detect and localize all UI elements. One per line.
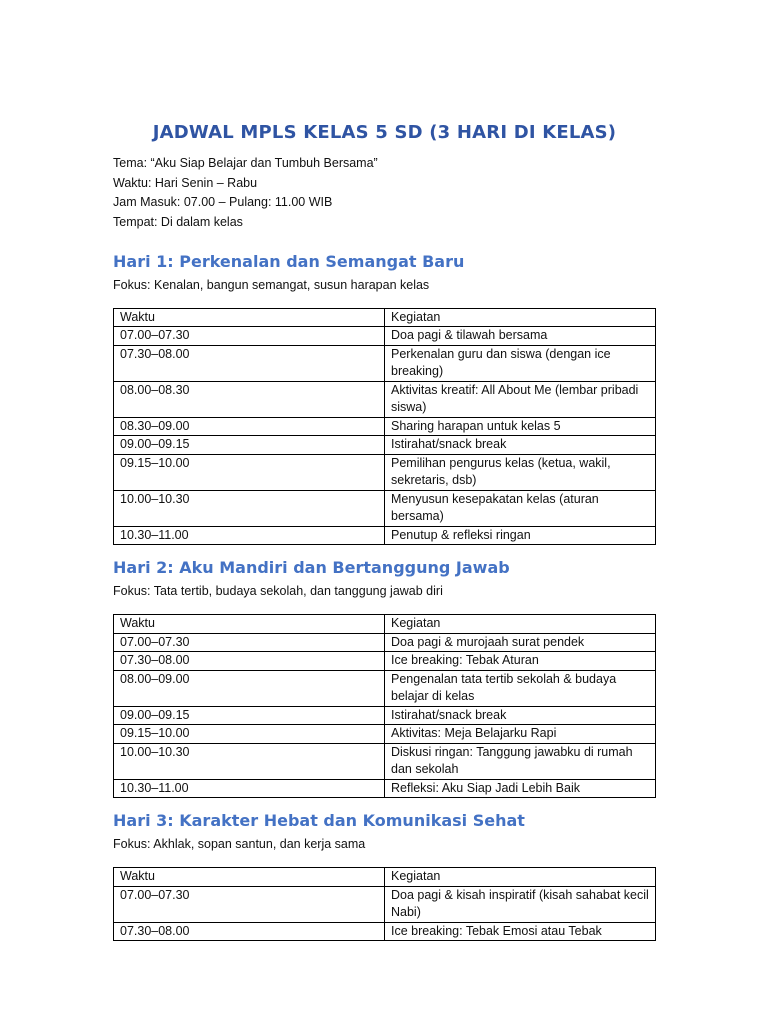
time-cell: 09.00–09.15 [114,706,385,725]
day-2-schedule-table [113,614,656,798]
time-cell: 08.30–09.00 [114,417,385,436]
activity-cell: Ice breaking: Tebak Aturan [385,652,656,671]
day-1-section [113,248,656,546]
activity-cell: Istirahat/snack break [385,706,656,725]
theme-line: Tema: “Aku Siap Belajar dan Tumbuh Bersama” [113,156,378,170]
table-row [114,922,656,941]
activity-cell: Istirahat/snack break [385,436,656,455]
table-row [114,417,656,436]
document-title: JADWAL MPLS KELAS 5 SD (3 HARI DI KELAS) [152,122,617,143]
table-row [114,490,656,526]
day-3-section [113,807,656,941]
table-row [114,526,656,545]
activity-cell: Menyusun kesepakatan kelas (aturan bersama) [385,490,656,526]
table-header-row [114,308,656,327]
activity-cell: Doa pagi & kisah inspiratif (kisah sahabat kecil Nabi) [385,886,656,922]
place-line: Tempat: Di dalam kelas [113,215,243,230]
day-3-schedule-table [113,867,656,941]
activity-cell: Pengenalan tata tertib sekolah & budaya belajar di kelas [385,670,656,706]
time-cell: 07.30–08.00 [114,345,385,381]
table-row [114,436,656,455]
table-row [114,670,656,706]
header-cell-activity: Kegiatan [385,615,656,634]
header-cell-time: Waktu [114,868,385,887]
time-cell: 10.00–10.30 [114,743,385,779]
table-row [114,725,656,744]
day-3-heading: Hari 3: Karakter Hebat dan Komunikasi Sehat [113,811,525,831]
day-1-schedule-table [113,308,656,546]
time-cell: 09.00–09.15 [114,436,385,455]
table-row [114,743,656,779]
table-row [114,886,656,922]
time-cell: 10.30–11.00 [114,526,385,545]
header-cell-time: Waktu [114,615,385,634]
day-1-heading: Hari 1: Perkenalan dan Semangat Baru [113,251,465,271]
activity-cell: Ice breaking: Tebak Emosi atau Tebak [385,922,656,941]
time-cell: 07.00–07.30 [114,633,385,652]
table-row [114,779,656,798]
activity-cell: Aktivitas kreatif: All About Me (lembar pribadi siswa) [385,381,656,417]
time-cell: 07.00–07.30 [114,327,385,346]
time-cell: 09.15–10.00 [114,454,385,490]
table-header-row [114,615,656,634]
table-row [114,327,656,346]
time-cell: 07.30–08.00 [114,922,385,941]
time-cell: 07.00–07.30 [114,886,385,922]
time-cell: 08.00–09.00 [114,670,385,706]
table-row [114,633,656,652]
day-1-focus: Fokus: Kenalan, bangun semangat, susun harapan kelas [113,277,430,292]
table-row [114,345,656,381]
activity-cell: Doa pagi & tilawah bersama [385,327,656,346]
hours-line: Jam Masuk: 07.00 – Pulang: 11.00 WIB [113,195,333,210]
activity-cell: Refleksi: Aku Siap Jadi Lebih Baik [385,779,656,798]
activity-cell: Perkenalan guru dan siswa (dengan ice breaking) [385,345,656,381]
time-cell: 10.30–11.00 [114,779,385,798]
day-2-section [113,554,656,798]
activity-cell: Aktivitas: Meja Belajarku Rapi [385,725,656,744]
activity-cell: Pemilihan pengurus kelas (ketua, wakil, sekretaris, dsb) [385,454,656,490]
activity-cell: Diskusi ringan: Tanggung jawabku di rumah dan sekolah [385,743,656,779]
activity-cell: Sharing harapan untuk kelas 5 [385,417,656,436]
time-cell: 08.00–08.30 [114,381,385,417]
table-row [114,652,656,671]
table-header-row [114,868,656,887]
days-line: Waktu: Hari Senin – Rabu [113,175,258,190]
day-2-focus: Fokus: Tata tertib, budaya sekolah, dan tanggung jawab diri [113,584,443,599]
day-3-focus: Fokus: Akhlak, sopan santun, dan kerja sama [113,837,366,852]
header-cell-activity: Kegiatan [385,308,656,327]
table-row [114,381,656,417]
document-page [113,118,656,941]
time-cell: 10.00–10.30 [114,490,385,526]
header-cell-time: Waktu [114,308,385,327]
table-row [114,454,656,490]
header-cell-activity: Kegiatan [385,868,656,887]
table-row [114,706,656,725]
time-cell: 07.30–08.00 [114,652,385,671]
time-cell: 09.15–10.00 [114,725,385,744]
activity-cell: Doa pagi & murojaah surat pendek [385,633,656,652]
day-2-heading: Hari 2: Aku Mandiri dan Bertanggung Jawab [113,558,510,578]
activity-cell: Penutup & refleksi ringan [385,526,656,545]
